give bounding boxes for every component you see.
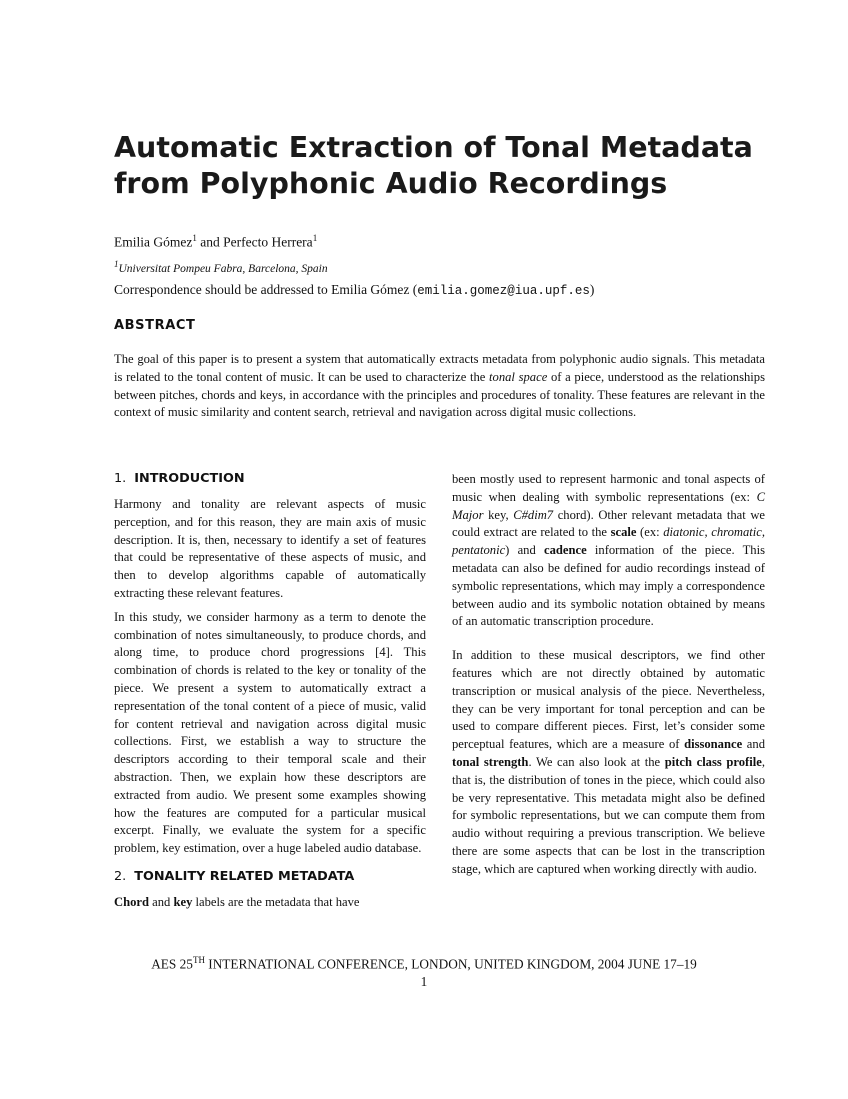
text-part: been mostly used to represent harmonic and tonal aspects of music when dealing with symbolic representations (ex:: [452, 472, 765, 504]
italic-term: C#dim7: [513, 507, 554, 522]
left-column: [114, 470, 426, 918]
author-affiliation-mark: 1: [312, 233, 318, 243]
footer-superscript: TH: [192, 955, 205, 965]
email-link[interactable]: emilia.gomez@iua.upf.es: [417, 284, 590, 298]
bold-term: key: [173, 894, 193, 909]
bold-term: dissonance: [684, 737, 743, 752]
correspondence-suffix: ): [589, 282, 595, 297]
section-number: 2.: [114, 868, 127, 884]
bold-term: Chord: [114, 894, 149, 909]
paragraph: [114, 894, 426, 912]
author-name: Emilia Gómez: [114, 234, 193, 250]
text-part: . We can also look at the: [528, 754, 665, 769]
text-part: and: [742, 737, 765, 752]
author-separator: and: [196, 234, 224, 250]
paragraph: [452, 471, 765, 631]
conference-footer: [0, 955, 848, 972]
section-title: INTRODUCTION: [134, 471, 245, 486]
text-part: (ex:: [636, 525, 664, 540]
abstract-text-part: The goal of this paper is to present a system that automatically extracts metadata from polyphonic audio signals. This metadata is related to the tonal content of music. It can be used to characterize the: [114, 352, 765, 384]
correspondence-prefix: Correspondence should be addressed to Emilia Gómez (: [114, 282, 418, 297]
author-name: Perfecto Herrera: [223, 234, 313, 250]
title-line-2: from Polyphonic Audio Recordings: [114, 167, 668, 200]
text-part: information of the piece. This metadata can also be defined for audio recordings instead of symbolic representations, which may imply a correspondence between audio and its symbolic notation obtained by means of an automatic transcription procedure.: [452, 543, 765, 629]
page-number: 1: [420, 974, 428, 989]
author-affiliation-mark: 1: [192, 233, 197, 243]
affiliation-mark: 1: [114, 259, 119, 269]
affiliation: [114, 259, 328, 275]
bold-term: cadence: [544, 543, 587, 558]
paper-title: [114, 130, 794, 202]
text-part: ) and: [505, 543, 544, 558]
section-heading-introduction: [114, 470, 426, 488]
correspondence-line: [114, 282, 594, 298]
text-part: In addition to these musical descriptors, we find other features which are not directly obtained by automatic transcription or musical analysis of the piece. Nevertheless, they can be very important for tonal perception and can be used to compare different pieces. First, let’s consider some perceptual features, which are a measure of: [452, 648, 765, 752]
abstract-text-part: of a piece, understood as the relationships between pitches, chords and keys, in accordance with the principles and procedures of tonality. These features are relevant in the context of music similarity and content search, retrieval and navigation across digital music collections.: [114, 369, 766, 420]
bold-term: pitch class profile: [664, 754, 762, 769]
paragraph: In this study, we consider harmony as a term to denote the combination of notes simultaneously, to produce chords, and along time, to produce chord progressions [4]. This combination of chords is related to the key or tonality of the piece. We present a system to automatically extract a representation of the tonal content of a piece of music, valid for content retrieval and navigation across digital music collections. First, we establish a way to structure the descriptors according to their temporal scale and their abstraction. Then, we explain how these descriptors are extracted from audio. We present some examples showing how the features are computed for a particular musical excerpt. Finally, we evaluate the system for a specific problem, key estimation, over a huge labeled audio database.: [114, 609, 426, 856]
italic-term: C Major: [452, 489, 765, 522]
text-part: chord). Other relevant metadata that we could extract are related to the: [452, 507, 766, 540]
right-column: [452, 471, 765, 885]
italic-term: diatonic, chromatic, pentatonic: [452, 525, 765, 558]
bold-term: scale: [610, 525, 637, 540]
abstract-emphasis: tonal space: [489, 369, 548, 384]
paragraph: Harmony and tonality are relevant aspects of music perception, and for this reason, they are main axis of music description. It is, then, necessary to identify a set of features that could be representative of these aspects of music, and then to develop algorithms capable of automatically extracting these relevant features.: [114, 497, 426, 600]
text-part: and: [149, 894, 174, 909]
bold-term: tonal strength: [452, 754, 529, 769]
author-list: [114, 233, 317, 251]
footer-text: INTERNATIONAL CONFERENCE, LONDON, UNITED KINGDOM, 2004 JUNE 17–19: [204, 956, 697, 972]
text-part: key,: [483, 507, 514, 522]
section-number: 1.: [114, 471, 127, 486]
abstract-text: [114, 351, 765, 422]
affiliation-text: Universitat Pompeu Fabra, Barcelona, Spain: [118, 262, 328, 275]
footer-text: AES 25: [151, 956, 193, 972]
text-part: labels are the metadata that have: [192, 894, 360, 909]
section-title: TONALITY RELATED METADATA: [134, 868, 355, 884]
text-part: , that is, the distribution of tones in the piece, which could also be very representative. This metadata might also be defined for symbolic representations, but we can compute them from audio without requiring a previous transcription. We believe there are some aspects that can be lost in the transcription stage, which are captured when working directly with audio.: [452, 754, 765, 876]
paragraph: [452, 647, 765, 878]
section-heading-tonality-metadata: [114, 868, 426, 886]
title-line-1: Automatic Extraction of Tonal Metadata: [114, 131, 753, 164]
abstract-heading: ABSTRACT: [114, 318, 196, 333]
